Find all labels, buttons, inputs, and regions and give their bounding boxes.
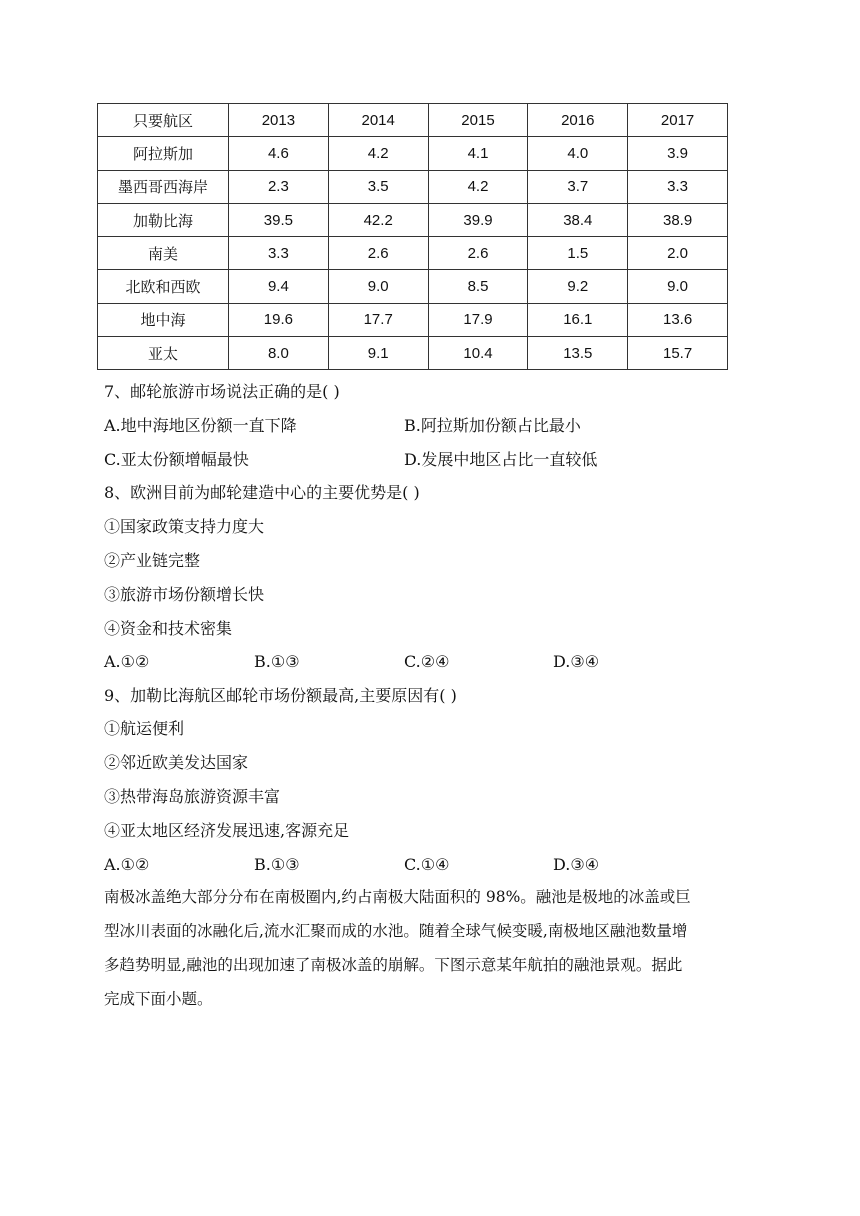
region-cell: 阿拉斯加 [98,137,229,170]
value-cell: 3.9 [628,137,728,170]
q8-item-4: ④资金和技术密集 [104,619,233,638]
value-cell: 38.4 [528,203,628,236]
passage [104,880,764,1016]
value-cell: 15.7 [628,337,728,370]
header-cell: 2013 [229,104,329,137]
header-cell: 只要航区 [98,104,229,137]
value-cell: 10.4 [428,337,528,370]
table-row [98,337,728,370]
q9-item-1: ①航运便利 [104,719,185,738]
q9-option-a: A.①② [104,855,150,874]
value-cell: 38.9 [628,203,728,236]
table-header-row [98,104,728,137]
q9-stem: 9、加勒比海航区邮轮市场份额最高,主要原因有( ) [104,686,457,705]
table-row [98,203,728,236]
q8-option-b: B.①③ [254,652,300,671]
value-cell: 13.5 [528,337,628,370]
passage-line: 完成下面小题。 [104,990,213,1008]
region-cell: 亚太 [98,337,229,370]
value-cell: 8.0 [229,337,329,370]
q7-option-d: D.发展中地区占比一直较低 [404,450,598,469]
value-cell: 4.6 [229,137,329,170]
value-cell: 42.2 [328,203,428,236]
q9-option-d: D.③④ [553,855,600,874]
q9-option-c: C.①④ [404,855,450,874]
header-cell: 2014 [328,104,428,137]
table-row [98,303,728,336]
table-row [98,137,728,170]
value-cell: 3.3 [628,170,728,203]
table-row [98,270,728,303]
q7-option-c: C.亚太份额增幅最快 [104,450,249,469]
q9-item-4: ④亚太地区经济发展迅速,客源充足 [104,821,350,840]
value-cell: 9.4 [229,270,329,303]
value-cell: 9.0 [628,270,728,303]
value-cell: 4.2 [328,137,428,170]
value-cell: 3.5 [328,170,428,203]
value-cell: 9.0 [328,270,428,303]
q8-option-d: D.③④ [553,652,600,671]
value-cell: 8.5 [428,270,528,303]
value-cell: 9.1 [328,337,428,370]
header-cell: 2016 [528,104,628,137]
q8-item-1: ①国家政策支持力度大 [104,517,265,536]
value-cell: 39.9 [428,203,528,236]
region-cell: 北欧和西欧 [98,270,229,303]
passage-line: 南极冰盖绝大部分分布在南极圈内,约占南极大陆面积的 98%。融池是极地的冰盖或巨 [104,888,691,906]
value-cell: 2.6 [328,237,428,270]
region-cell: 墨西哥西海岸 [98,170,229,203]
region-cell: 加勒比海 [98,203,229,236]
passage-line: 多趋势明显,融池的出现加速了南极冰盖的崩解。下图示意某年航拍的融池景观。据此 [104,956,683,974]
q7-stem: 7、邮轮旅游市场说法正确的是( ) [104,382,340,401]
header-cell: 2015 [428,104,528,137]
value-cell: 2.6 [428,237,528,270]
q7-option-b: B.阿拉斯加份额占比最小 [404,416,581,435]
q8-item-3: ③旅游市场份额增长快 [104,585,265,604]
value-cell: 17.7 [328,303,428,336]
value-cell: 4.2 [428,170,528,203]
q8-option-a: A.①② [104,652,150,671]
value-cell: 4.0 [528,137,628,170]
value-cell: 3.7 [528,170,628,203]
region-cell: 地中海 [98,303,229,336]
value-cell: 39.5 [229,203,329,236]
value-cell: 9.2 [528,270,628,303]
value-cell: 17.9 [428,303,528,336]
q8-stem: 8、欧洲目前为邮轮建造中心的主要优势是( ) [104,483,420,502]
value-cell: 1.5 [528,237,628,270]
q9-item-2: ②邻近欧美发达国家 [104,753,249,772]
q7-option-a: A.地中海地区份额一直下降 [104,416,297,435]
value-cell: 4.1 [428,137,528,170]
q9-item-3: ③热带海岛旅游资源丰富 [104,787,281,806]
q8-item-2: ②产业链完整 [104,551,201,570]
header-cell: 2017 [628,104,728,137]
cruise-market-share-table [97,103,728,370]
value-cell: 13.6 [628,303,728,336]
q9-option-b: B.①③ [254,855,300,874]
q8-option-c: C.②④ [404,652,450,671]
region-cell: 南美 [98,237,229,270]
value-cell: 16.1 [528,303,628,336]
value-cell: 3.3 [229,237,329,270]
table-row [98,237,728,270]
table-row [98,170,728,203]
passage-line: 型冰川表面的冰融化后,流水汇聚而成的水池。随着全球气候变暖,南极地区融池数量增 [104,922,688,940]
value-cell: 2.0 [628,237,728,270]
value-cell: 2.3 [229,170,329,203]
value-cell: 19.6 [229,303,329,336]
